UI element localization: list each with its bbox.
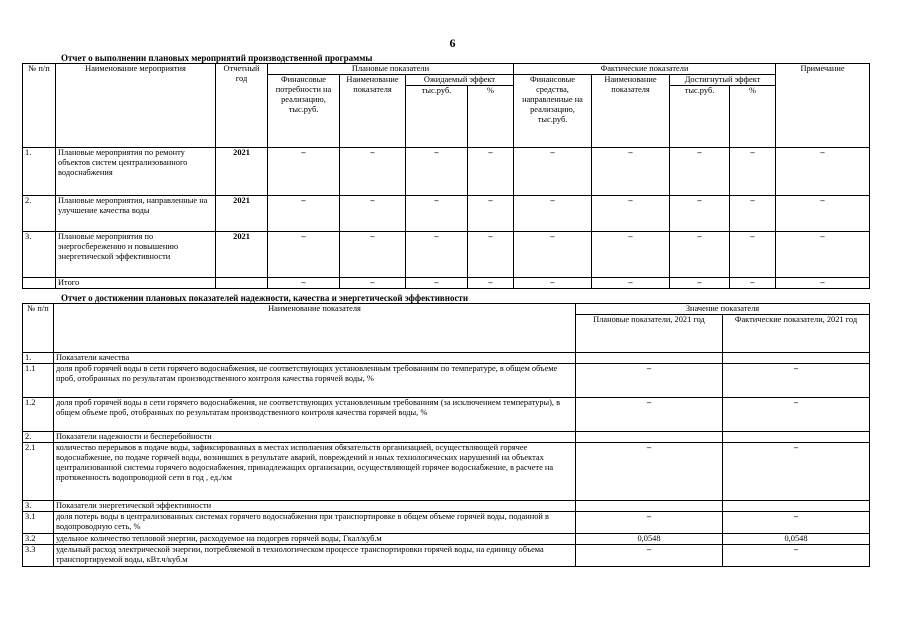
t2-row-plan — [576, 501, 723, 512]
t1-cell-dash: – — [592, 232, 670, 278]
t2-header-num: № п/п — [23, 304, 54, 353]
t2-row-plan — [576, 353, 723, 364]
t2-row-plan: 0,0548 — [576, 534, 723, 545]
t2-row-fact: – — [723, 364, 870, 398]
t1-cell-dash: – — [776, 196, 870, 232]
t1-cell-dash: – — [514, 148, 592, 196]
t1-cell-dash: – — [776, 278, 870, 289]
t1-cell-dash: – — [468, 148, 514, 196]
t2-row-fact — [723, 353, 870, 364]
t2-row-plan: – — [576, 364, 723, 398]
t1-cell-dash: – — [670, 278, 730, 289]
t1-cell-dash: – — [406, 196, 468, 232]
t1-cell-dash: – — [730, 148, 776, 196]
t1-cell-dash: – — [776, 232, 870, 278]
t1-total-label: Итого — [56, 278, 216, 289]
t1-cell-dash: – — [340, 148, 406, 196]
t1-row-name: Плановые мероприятия по ремонту объектов систем централизованного водоснабжения — [56, 148, 216, 196]
t1-cell-dash: – — [592, 148, 670, 196]
t2-row-num: 1.1 — [23, 364, 54, 398]
table-row — [23, 432, 870, 443]
indicators-table — [22, 303, 870, 567]
t2-row-num: 3.3 — [23, 545, 54, 567]
t2-header-fact: Фактические показатели, 2021 год — [723, 315, 870, 353]
total-row — [23, 278, 870, 289]
t1-header-num: № п/п — [23, 64, 56, 148]
t1-cell-dash: – — [730, 196, 776, 232]
t1-cell-dash: – — [468, 232, 514, 278]
t2-row-fact — [723, 501, 870, 512]
t1-header-fact-eff: Достигнутый эффект — [670, 75, 776, 86]
t1-cell-dash: – — [268, 148, 340, 196]
page-number: 6 — [449, 36, 456, 50]
t2-row-plan: – — [576, 443, 723, 501]
t1-cell-dash: – — [670, 148, 730, 196]
t1-header-fact-fin: Финансовые средства, направленные на реализацию, тыс.руб. — [514, 75, 592, 148]
t2-row-name: Показатели качества — [54, 353, 576, 364]
table-row — [23, 512, 870, 534]
t1-header-fact-eff-pct: % — [730, 86, 776, 148]
t2-row-name: доля проб горячей воды в сети горячего водоснабжения, не соответствующих установленным требованиям (за исключением температуры), в общем объеме проб, отобранных по результатам производственного контроля качества горячей воды, % — [54, 398, 576, 432]
t1-header-fact: Фактические показатели — [514, 64, 776, 75]
t1-row-year: 2021 — [216, 196, 268, 232]
t2-row-num: 3. — [23, 501, 54, 512]
t1-cell-dash: – — [406, 232, 468, 278]
t2-header-name: Наименование показателя — [54, 304, 576, 353]
t1-cell-dash: – — [730, 278, 776, 289]
t2-row-num: 2. — [23, 432, 54, 443]
t1-cell-dash: – — [340, 232, 406, 278]
t1-cell-dash: – — [592, 278, 670, 289]
t1-header-plan-eff-rub: тыс.руб. — [406, 86, 468, 148]
table1-title: Отчет о выполнении плановых мероприятий производственной программы — [61, 53, 373, 63]
table-row — [23, 443, 870, 501]
t2-row-plan — [576, 432, 723, 443]
t2-header-plan: Плановые показатели, 2021 год — [576, 315, 723, 353]
t1-cell-dash: – — [268, 278, 340, 289]
table-row — [23, 398, 870, 432]
t1-header-plan-ind: Наименование показателя — [340, 75, 406, 148]
t1-cell-dash: – — [776, 148, 870, 196]
t2-row-plan: – — [576, 545, 723, 567]
t1-header-plan: Плановые показатели — [268, 64, 514, 75]
t2-row-num: 2.1 — [23, 443, 54, 501]
t1-header-fact-ind: Наименование показателя — [592, 75, 670, 148]
t1-cell-dash: – — [468, 196, 514, 232]
t1-cell-dash: – — [268, 196, 340, 232]
table-row — [23, 353, 870, 364]
t2-row-fact: – — [723, 398, 870, 432]
t1-cell-dash: – — [340, 196, 406, 232]
t2-row-fact: – — [723, 443, 870, 501]
t1-header-fact-eff-rub: тыс.руб. — [670, 86, 730, 148]
t1-header-year: Отчетный год — [216, 64, 268, 148]
t1-cell-dash: – — [514, 196, 592, 232]
table-row — [23, 545, 870, 567]
t2-row-num: 3.1 — [23, 512, 54, 534]
t1-row-num: 2. — [23, 196, 56, 232]
t2-row-plan: – — [576, 398, 723, 432]
t1-header-plan-eff-pct: % — [468, 86, 514, 148]
t2-row-fact — [723, 432, 870, 443]
t1-row-year: 2021 — [216, 232, 268, 278]
t2-row-num: 1.2 — [23, 398, 54, 432]
t1-row-num: 3. — [23, 232, 56, 278]
t1-header-plan-eff: Ожидаемый эффект — [406, 75, 514, 86]
t2-row-plan: – — [576, 512, 723, 534]
t1-header-name: Наименование мероприятия — [56, 64, 216, 148]
t1-cell-dash: – — [268, 232, 340, 278]
t1-cell-dash: – — [406, 148, 468, 196]
t1-row-num: 1. — [23, 148, 56, 196]
activities-table — [22, 63, 870, 289]
t2-row-name: Показатели надежности и бесперебойности — [54, 432, 576, 443]
t1-row-name: Плановые мероприятия, направленные на улучшение качества воды — [56, 196, 216, 232]
t1-cell-dash: – — [730, 232, 776, 278]
t1-header-note: Примечание — [776, 64, 870, 148]
t2-row-name: Показатели энергетической эффективности — [54, 501, 576, 512]
t2-row-fact: – — [723, 512, 870, 534]
t1-row-name: Плановые мероприятия по энергосбережению и повышению энергетической эффективности — [56, 232, 216, 278]
t2-row-name: доля проб горячей воды в сети горячего водоснабжения, не соответствующих установленным требованиям по температуре, в общем объеме проб, отобранных по результатам производственного контроля качества горячей воды, % — [54, 364, 576, 398]
t1-row-year: 2021 — [216, 148, 268, 196]
t1-cell-dash: – — [340, 278, 406, 289]
t1-cell-dash: – — [514, 232, 592, 278]
table-row — [23, 501, 870, 512]
t2-row-name: количество перерывов в подаче воды, зафиксированных в местах исполнения обязательств организацией, осуществляющей горячее водоснабжение, по подаче горячей воды, возникших в результате аварий, повреждений и иных технологических нарушений на объектах централизованной системы горячего водоснабжения, принадлежащих организации, осуществляющей горячее водоснабжение, в расчете на протяженность водопроводной сети в год , ед./км — [54, 443, 576, 501]
t2-row-num: 3.2 — [23, 534, 54, 545]
t1-cell-dash: – — [670, 196, 730, 232]
table-row — [23, 196, 870, 232]
t2-row-fact: – — [723, 545, 870, 567]
t2-header-value: Значение показателя — [576, 304, 870, 315]
table-row — [23, 148, 870, 196]
table-row — [23, 364, 870, 398]
t2-row-name: доля потерь воды в централизованных системах горячего водоснабжения при транспортировке в общем объеме горячей воды, поданной в водопроводную сеть, % — [54, 512, 576, 534]
t1-cell-dash: – — [468, 278, 514, 289]
t1-cell-dash: – — [406, 278, 468, 289]
table-row — [23, 232, 870, 278]
t2-row-num: 1. — [23, 353, 54, 364]
t2-row-name: удельное количество тепловой энергии, расходуемое на подогрев горячей воды, Гкал/куб.м — [54, 534, 576, 545]
t2-row-name: удельный расход электрической энергии, потребляемой в технологическом процессе транспортировки горячей воды, на единицу объема транспортируемой воды, кВт.ч/куб.м — [54, 545, 576, 567]
t1-header-plan-fin: Финансовые потребности на реализацию, тыс.руб. — [268, 75, 340, 148]
table2-title: Отчет о достижении плановых показателей надежности, качества и энергетической эффективности — [61, 293, 469, 303]
t1-cell-dash: – — [670, 232, 730, 278]
table-row — [23, 534, 870, 545]
t2-row-fact: 0,0548 — [723, 534, 870, 545]
t1-cell-dash: – — [514, 278, 592, 289]
t1-cell-dash: – — [592, 196, 670, 232]
